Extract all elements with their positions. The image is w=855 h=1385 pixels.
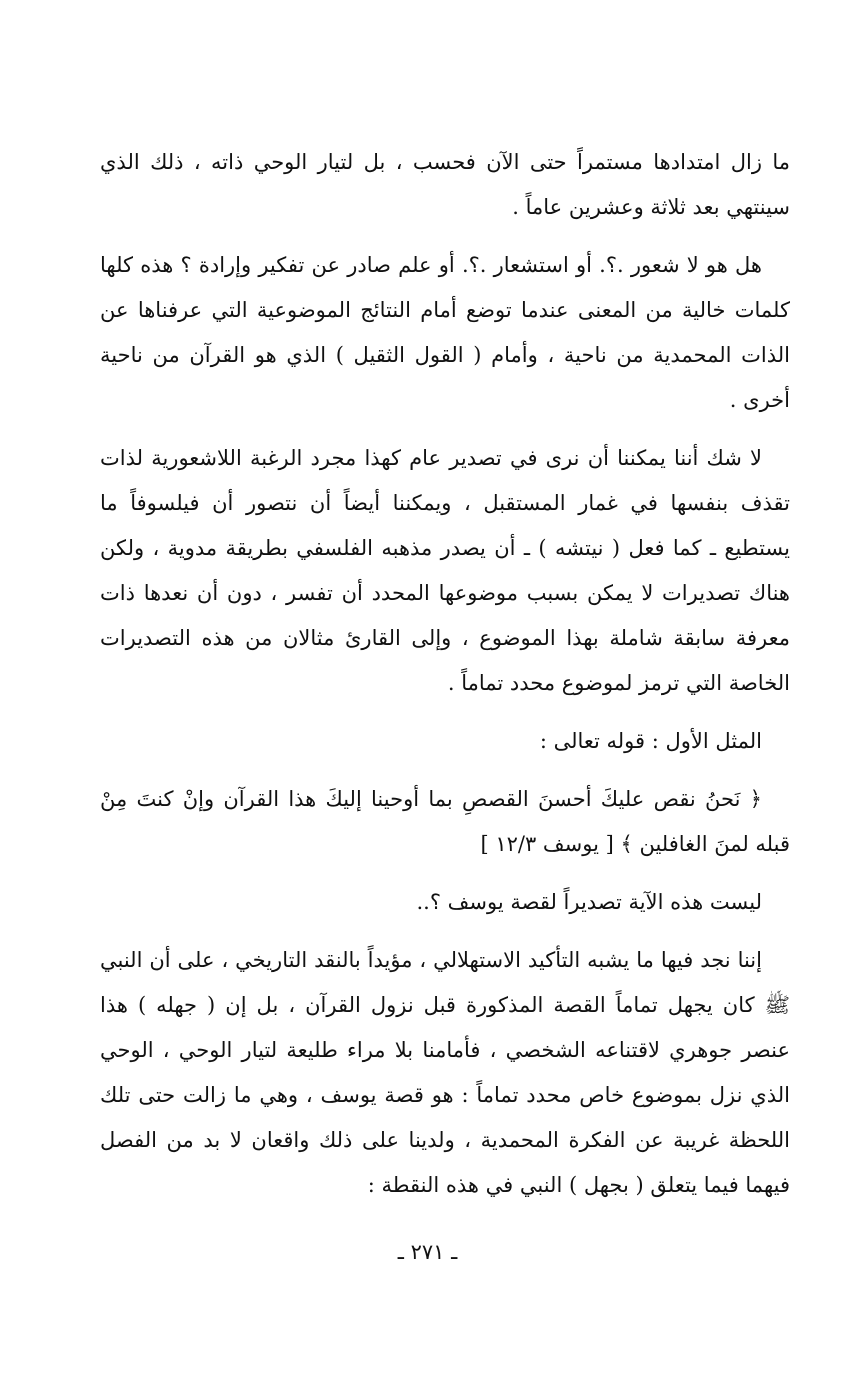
quran-verse: ﴿ نَحنُ نقص عليكَ أحسنَ القصصِ بما أوحينا إليكَ هذا القرآن وإنْ كنتَ مِنْ قبله لمنَ الغافلين ﴾ [ يوسف ١٢/٣ ]: [100, 787, 790, 856]
page-body: [100, 140, 790, 1221]
example-heading: المثل الأول : قوله تعالى :: [539, 729, 762, 753]
question-line: ليست هذه الآية تصديراً لقصة يوسف ؟..: [416, 890, 762, 914]
paragraph-1: ما زال امتدادها مستمراً حتى الآن فحسب ، بل لتيار الوحي ذاته ، ذلك الذي سينتهي بعد ثلاثة وعشرين عاماً .: [100, 150, 790, 219]
paragraph-7: إننا نجد فيها ما يشبه التأكيد الاستهلالي ، مؤيداً بالنقد التاريخي ، على أن النبي ﷺ كان يجهل تماماً القصة المذكورة قبل نزول القرآن ، بل إن ( جهله ) هذا عنصر جوهري لاقتناعه الشخصي ، فأمامنا بلا مراء طليعة لتيار الوحي ، الوحي الذي نزل بموضوع خاص محدد تماماً : هو قصة يوسف ، وهي ما زالت حتى تلك اللحظة غريبة عن الفكرة المحمدية ، ولدينا على ذلك واقعان لا بد من الفصل فيهما فيما يتعلق ( بجهل ) النبي في هذه النقطة :: [100, 948, 790, 1197]
page-number: ـ ٢٧١ ـ: [397, 1240, 458, 1264]
paragraph-3: لا شك أننا يمكننا أن نرى في تصدير عام كهذا مجرد الرغبة اللاشعورية لذات تقذف بنفسها في غمار المستقبل ، ويمكننا أيضاً أن نتصور أن فيلسوفاً ما يستطيع ـ كما فعل ( نيتشه ) ـ أن يصدر مذهبه الفلسفي بطريقة مدوية ، ولكن هناك تصديرات لا يمكن بسبب موضوعها المحدد أن تفسر ، دون أن نعدها ذات معرفة سابقة شاملة بهذا الموضوع ، وإلى القارئ مثالان من هذه التصديرات الخاصة التي ترمز لموضوع محدد تماماً .: [100, 446, 790, 695]
paragraph-2: هل هو لا شعور .؟. أو استشعار .؟. أو علم صادر عن تفكير وإرادة ؟ هذه كلها كلمات خالية من المعنى عندما توضع أمام النتائج الموضوعية التي عرفناها عن الذات المحمدية من ناحية ، وأمام ( القول الثقيل ) الذي هو القرآن من ناحية أخرى .: [100, 253, 790, 412]
